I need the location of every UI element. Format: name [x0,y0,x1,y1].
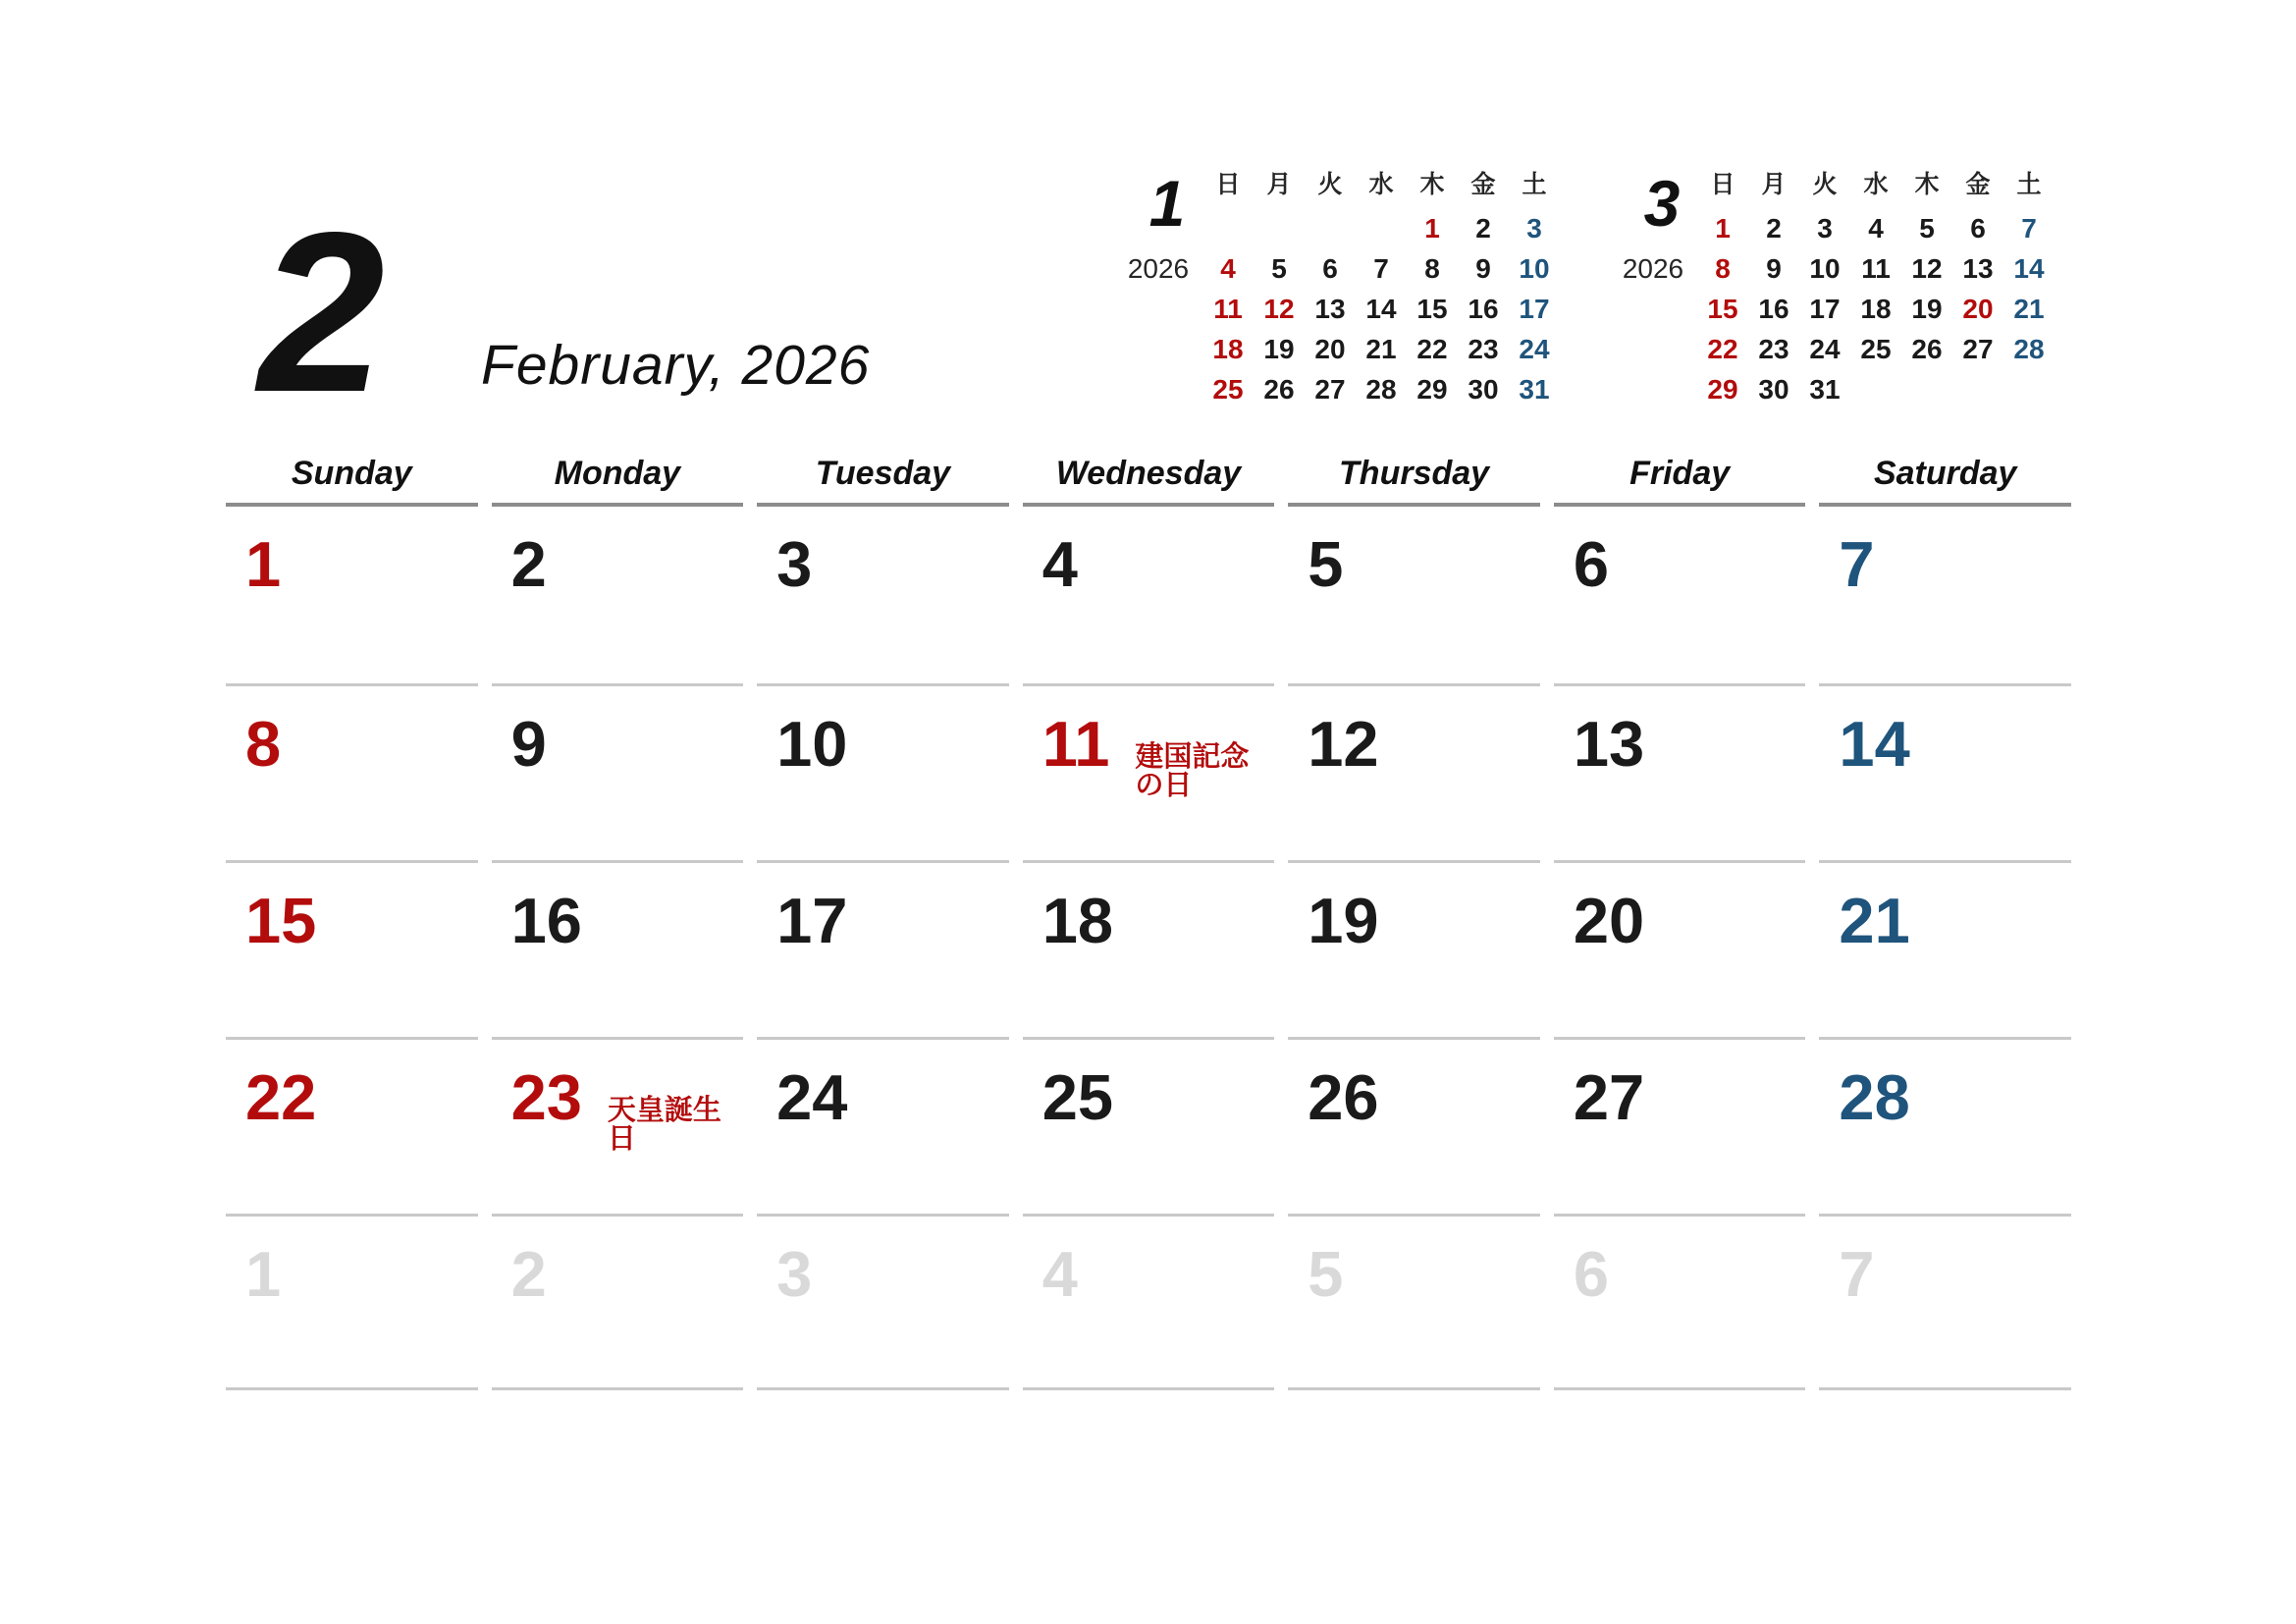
date-number: 5 [1308,528,1344,600]
mini-day-cell: 11 [1861,252,1891,284]
mini-calendar-march [1609,157,2055,409]
mini-year-label: 2026 [1127,252,1190,284]
date-number: 2 [510,1238,547,1310]
mini-day-header: 土 [2016,171,2042,198]
day-of-week-header: Friday [1554,444,1806,507]
date-number: 7 [1839,1238,1875,1310]
mini-day-cell: 28 [2013,333,2045,364]
month-numeral: 2 [258,186,386,440]
day-cell [226,507,478,683]
mini-day-cell: 21 [2013,293,2045,324]
mini-day-cell: 1 [1715,212,1731,244]
mini-day-cell: 27 [1962,333,1994,364]
date-number: 6 [1573,528,1609,600]
day-of-week-header: Thursday [1288,444,1540,507]
day-cell [1554,507,1806,683]
mini-day-cell [1202,208,1254,248]
mini-day-cell: 5 [1919,212,1935,244]
mini-day-cell: 26 [1911,333,1943,364]
date-number: 24 [776,1061,848,1133]
day-of-week-header: Saturday [1819,444,2071,507]
date-number: 3 [776,1238,813,1310]
date-number: 10 [776,708,848,780]
mini-day-cell: 19 [1263,333,1295,364]
day-cell [757,860,1009,1037]
mini-day-cell: 23 [1468,333,1499,364]
mini-day-cell: 19 [1911,293,1943,324]
mini-day-header: 土 [1522,171,1547,198]
mini-day-cell: 20 [1314,333,1346,364]
day-cell [1288,683,1540,860]
date-number: 1 [245,1238,282,1310]
mini-day-cell: 2 [1475,212,1491,244]
day-cell [757,1037,1009,1214]
mini-day-cell [1305,208,1356,248]
mini-day-header: 月 [1266,171,1292,198]
date-number: 25 [1041,1061,1114,1133]
mini-day-cell [1254,208,1305,248]
day-cell [226,860,478,1037]
mini-day-cell: 30 [1758,373,1789,405]
mini-day-cell: 9 [1766,252,1782,284]
day-cell [1554,1037,1806,1214]
mini-year-label [1114,289,1202,329]
mini-day-cell: 29 [1416,373,1448,405]
mini-day-cell [1850,369,1901,409]
day-cell [1023,860,1275,1037]
mini-day-cell: 15 [1707,293,1738,324]
date-number: 8 [245,708,282,780]
mini-day-cell: 7 [2021,212,2037,244]
mini-day-cell: 30 [1468,373,1499,405]
date-number: 3 [776,528,813,600]
day-cell [492,683,744,860]
date-number: 26 [1308,1061,1379,1133]
day-cell [1554,1214,1806,1390]
mini-year-label [1609,289,1697,329]
mini-day-header: 水 [1863,171,1889,198]
mini-day-cell [1356,208,1407,248]
mini-day-cell [1901,369,1952,409]
mini-day-cell: 31 [1809,373,1841,405]
date-number: 1 [245,528,282,600]
date-number: 28 [1839,1061,1910,1133]
date-number: 17 [776,885,848,956]
day-cell [1023,507,1275,683]
mini-day-header: 木 [1419,171,1445,198]
mini-day-cell: 24 [1519,333,1550,364]
mini-day-header: 木 [1914,171,1940,198]
mini-day-cell: 10 [1519,252,1550,284]
mini-day-header: 水 [1368,171,1394,198]
date-number: 20 [1573,885,1645,956]
day-cell [1288,507,1540,683]
day-cell [1819,683,2071,860]
day-cell [1288,860,1540,1037]
mini-day-cell: 25 [1212,373,1244,405]
mini-month-numeral-january: 1 [1148,167,1186,240]
mini-day-cell: 12 [1911,252,1943,284]
mini-day-cell: 17 [1809,293,1841,324]
mini-year-label [1609,329,1697,369]
mini-year-label [1609,369,1697,409]
mini-day-cell: 18 [1860,293,1892,324]
date-number: 18 [1041,885,1114,956]
day-cell [492,1037,744,1214]
mini-day-cell: 1 [1424,212,1440,244]
day-cell [1288,1214,1540,1390]
mini-day-header: 月 [1761,171,1787,198]
day-cell [226,1214,478,1390]
mini-day-cell: 10 [1809,252,1841,284]
mini-day-cell: 27 [1314,373,1346,405]
holiday-label: 天皇誕生日 [607,1095,721,1155]
date-number: 5 [1308,1238,1344,1310]
mini-day-cell: 25 [1860,333,1892,364]
date-number: 4 [1041,528,1078,600]
mini-calendar-january [1114,157,1560,409]
day-cell [1819,1037,2071,1214]
mini-month-numeral-march: 3 [1643,167,1681,240]
mini-day-header: 金 [1470,171,1496,198]
mini-day-cell: 5 [1271,252,1287,284]
day-cell [1023,1037,1275,1214]
day-cell [1554,860,1806,1037]
day-cell [757,1214,1009,1390]
mini-day-header: 火 [1812,171,1838,198]
day-cell [226,683,478,860]
mini-day-cell: 3 [1817,212,1833,244]
mini-day-cell: 15 [1416,293,1448,324]
mini-day-cell: 13 [1314,293,1346,324]
mini-day-cell: 28 [1365,373,1397,405]
mini-day-cell: 13 [1962,252,1994,284]
date-number: 9 [510,708,547,780]
date-number: 21 [1839,885,1910,956]
mini-day-cell: 14 [1365,293,1397,324]
mini-day-cell: 14 [2013,252,2045,284]
date-number: 22 [245,1061,317,1133]
mini-day-cell: 9 [1475,252,1491,284]
mini-day-cell: 7 [1373,252,1389,284]
date-number: 23 [510,1061,582,1133]
mini-day-cell: 18 [1212,333,1244,364]
day-cell [1288,1037,1540,1214]
mini-year-label: 2026 [1622,252,1684,284]
day-cell [492,1214,744,1390]
day-cell [492,860,744,1037]
mini-year-label [1114,329,1202,369]
mini-day-cell: 8 [1424,252,1440,284]
mini-day-cell: 8 [1715,252,1731,284]
day-cell [1554,683,1806,860]
mini-day-cell: 22 [1416,333,1448,364]
mini-day-cell [2003,369,2055,409]
day-cell [1819,860,2071,1037]
day-cell [1023,1214,1275,1390]
date-number: 6 [1573,1238,1609,1310]
mini-day-cell: 31 [1519,373,1550,405]
date-number: 7 [1839,528,1875,600]
main-calendar-grid [226,444,2071,1390]
date-number: 2 [510,528,547,600]
mini-day-cell: 21 [1365,333,1397,364]
day-cell [1023,683,1275,860]
mini-day-header: 日 [1215,171,1241,198]
mini-day-cell: 12 [1263,293,1295,324]
day-of-week-header: Sunday [226,444,478,507]
date-number: 13 [1573,708,1645,780]
mini-year-label [1114,369,1202,409]
date-number: 14 [1839,708,1910,780]
day-cell [1819,1214,2071,1390]
mini-day-header: 火 [1317,171,1343,198]
date-number: 16 [510,885,582,956]
mini-day-cell: 16 [1758,293,1789,324]
mini-day-cell: 17 [1519,293,1550,324]
date-number: 11 [1041,708,1110,780]
mini-day-cell: 16 [1468,293,1499,324]
day-of-week-header: Tuesday [757,444,1009,507]
mini-day-header: 日 [1710,171,1735,198]
mini-day-cell: 3 [1526,212,1542,244]
page-title: February, 2026 [481,334,871,397]
mini-day-cell [1952,369,2003,409]
date-number: 27 [1573,1061,1645,1133]
mini-day-header: 金 [1965,171,1991,198]
mini-day-cell: 22 [1707,333,1738,364]
day-cell [757,683,1009,860]
mini-day-cell: 4 [1220,252,1236,284]
date-number: 12 [1308,708,1379,780]
mini-day-cell: 26 [1263,373,1295,405]
mini-day-cell: 24 [1809,333,1841,364]
mini-day-cell: 11 [1213,293,1243,324]
mini-day-cell: 20 [1962,293,1994,324]
mini-day-cell: 23 [1758,333,1789,364]
holiday-label: 建国記念の日 [1135,741,1250,801]
mini-day-cell: 29 [1707,373,1738,405]
date-number: 15 [245,885,317,956]
mini-day-cell: 2 [1766,212,1782,244]
mini-day-cell: 4 [1868,212,1884,244]
date-number: 4 [1041,1238,1078,1310]
day-of-week-header: Wednesday [1023,444,1275,507]
day-cell [492,507,744,683]
day-of-week-header: Monday [492,444,744,507]
mini-day-cell: 6 [1322,252,1338,284]
mini-day-cell: 6 [1970,212,1986,244]
day-cell [1819,507,2071,683]
day-cell [757,507,1009,683]
day-cell [226,1037,478,1214]
date-number: 19 [1308,885,1379,956]
